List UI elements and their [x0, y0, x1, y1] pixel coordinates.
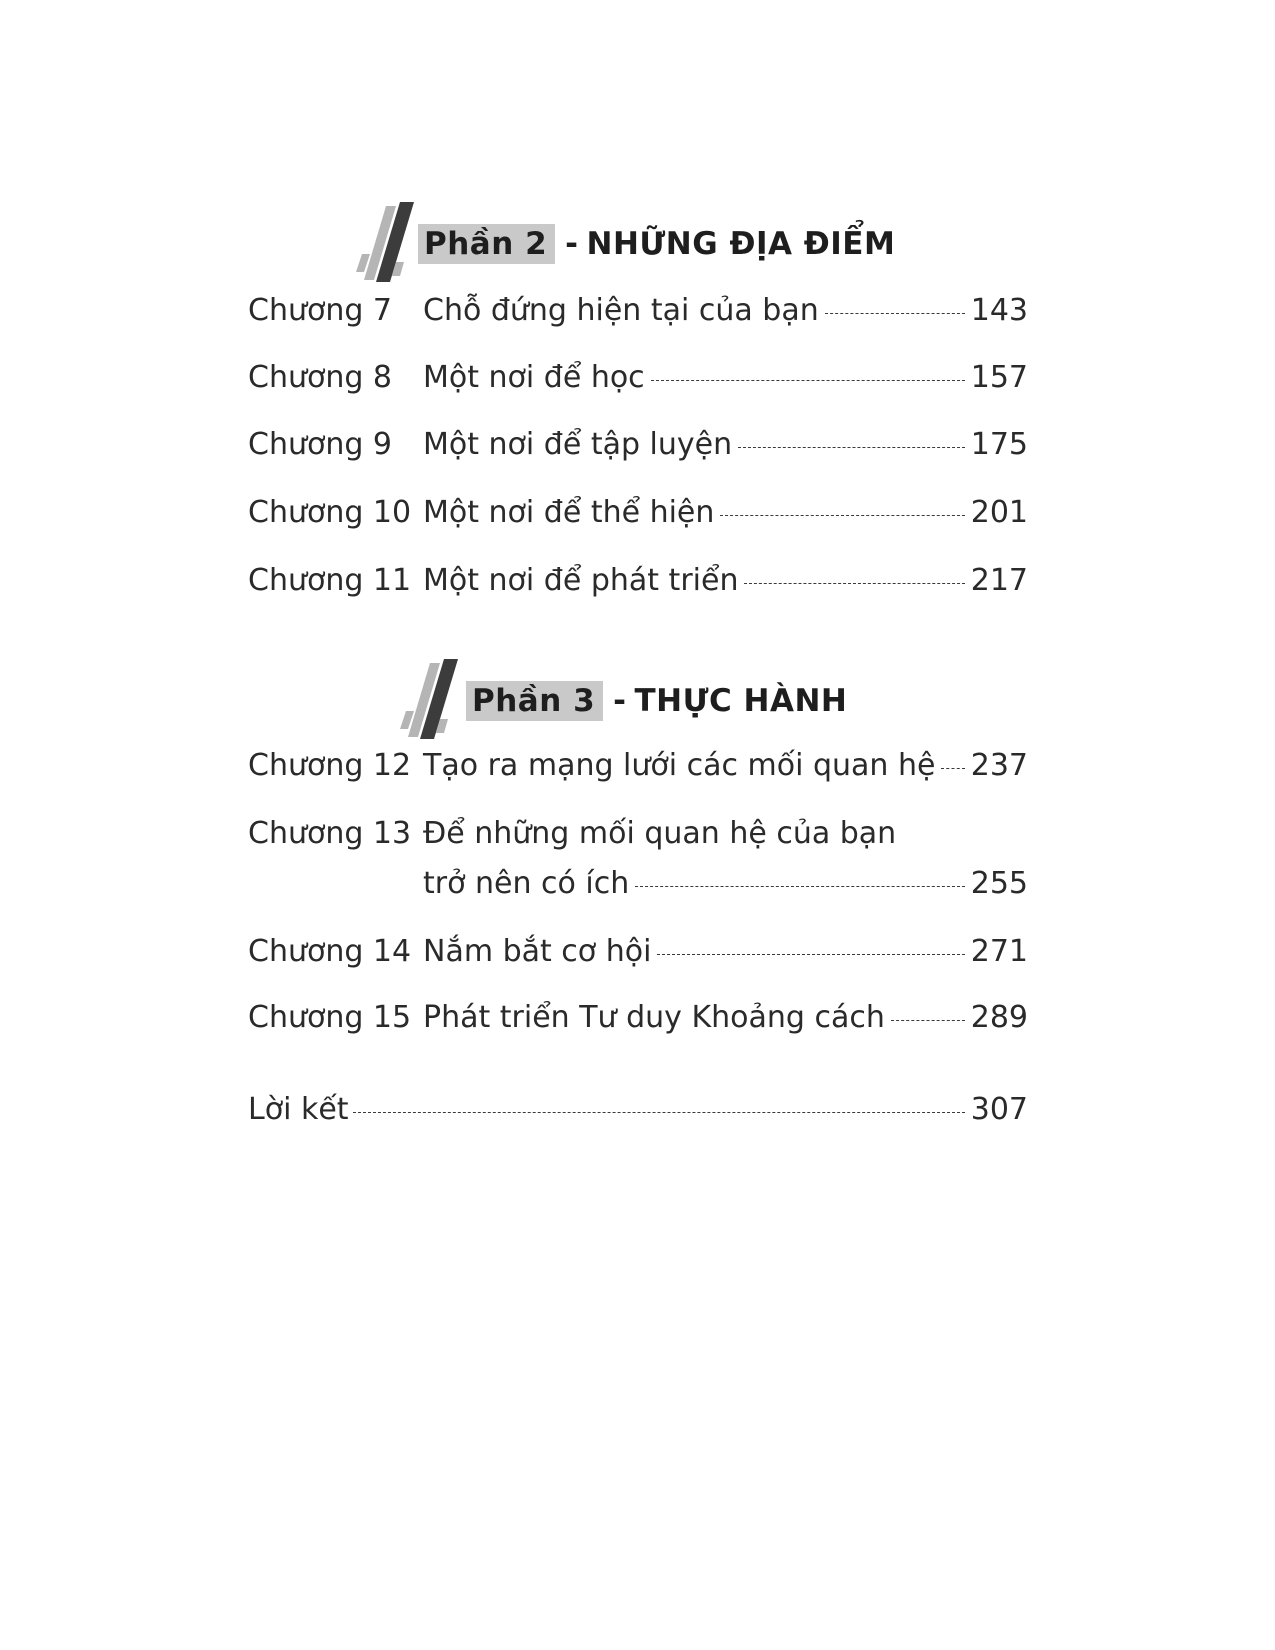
dot-leader — [891, 1020, 965, 1021]
toc-entry-epilogue[interactable] — [248, 1090, 1028, 1130]
part-3-heading-text — [466, 681, 847, 721]
dot-leader — [635, 886, 964, 887]
page-number: 175 — [970, 427, 1028, 462]
page-number: 217 — [970, 563, 1028, 598]
part-3-label: Phần 3 — [466, 681, 603, 721]
part-3-heading — [414, 671, 848, 731]
chapter-number: Chương 11 — [248, 563, 412, 598]
chapter-title: Phát triển Tư duy Khoảng cách — [423, 1000, 885, 1035]
chapter-title: Nắm bắt cơ hội — [423, 934, 652, 969]
dot-leader — [720, 515, 964, 516]
page-number: 143 — [970, 293, 1028, 328]
toc-entry-chapter-13[interactable] — [248, 814, 1028, 904]
part-2-heading — [370, 214, 896, 274]
part-2-separator: - — [565, 226, 579, 262]
part-2-title: NHỮNG ĐỊA ĐIỂM — [586, 226, 896, 262]
dot-leader — [744, 583, 964, 584]
chapter-title-line-2: trở nên có ích — [423, 866, 630, 901]
dot-leader — [353, 1112, 965, 1113]
page-number: 201 — [970, 495, 1028, 530]
dot-leader — [651, 380, 965, 381]
page-number: 271 — [970, 934, 1028, 969]
chapter-title: Một nơi để tập luyện — [423, 427, 733, 462]
part-2-heading-text — [418, 224, 895, 264]
chapter-number: Chương 10 — [248, 495, 412, 530]
chapter-title: Tạo ra mạng lưới các mối quan hệ — [423, 748, 936, 783]
chapter-number: Chương 15 — [248, 1000, 412, 1035]
chapter-number: Chương 12 — [248, 748, 412, 783]
page-number: 237 — [970, 748, 1028, 783]
page-number: 307 — [970, 1092, 1028, 1127]
chapter-title: Một nơi để phát triển — [423, 563, 739, 598]
chapter-number: Chương 13 — [248, 816, 412, 851]
chapter-title: Một nơi để thể hiện — [423, 495, 715, 530]
chapter-number: Chương 8 — [248, 360, 393, 395]
chapter-number: Chương 9 — [248, 427, 393, 462]
page-number: 157 — [970, 360, 1028, 395]
dot-leader — [941, 768, 964, 769]
part-3-title: THỰC HÀNH — [634, 683, 848, 719]
chapter-number: Chương 14 — [248, 934, 412, 969]
chapter-title: Một nơi để học — [423, 360, 645, 395]
part-2-label: Phần 2 — [418, 224, 555, 264]
chapter-number: Chương 7 — [248, 293, 393, 328]
dot-leader — [657, 954, 964, 955]
chapter-title-line-1: Để những mối quan hệ của bạn — [423, 816, 897, 851]
page-number: 289 — [970, 1000, 1028, 1035]
dot-leader — [738, 447, 965, 448]
epilogue-title: Lời kết — [248, 1092, 349, 1127]
part-3-separator: - — [613, 683, 627, 719]
chapter-title: Chỗ đứng hiện tại của bạn — [423, 293, 819, 328]
dot-leader — [825, 313, 965, 314]
page-number: 255 — [970, 866, 1028, 901]
